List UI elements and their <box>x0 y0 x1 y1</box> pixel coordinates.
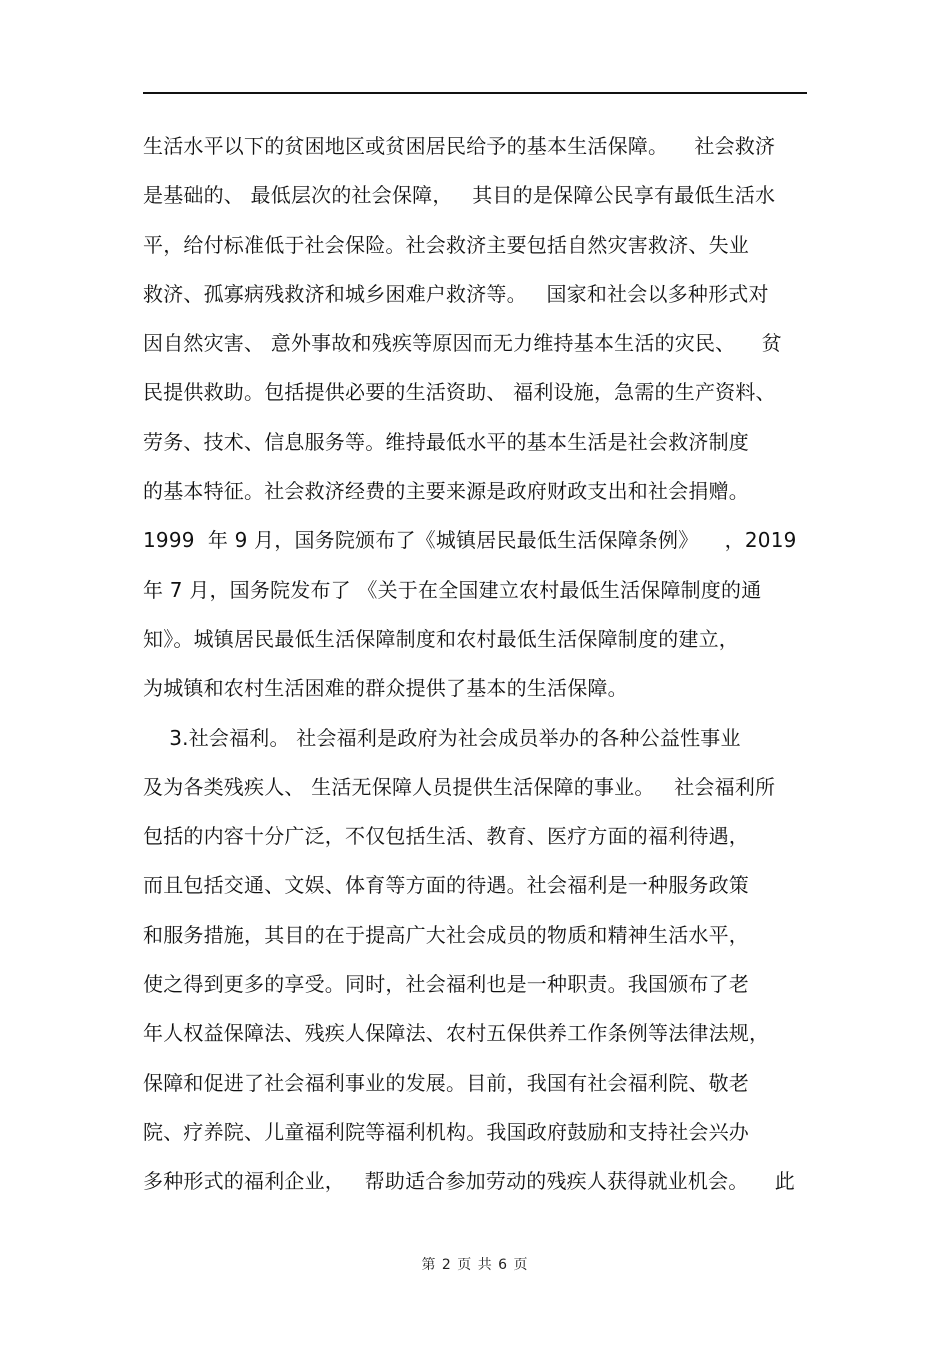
text-line: 知》。城镇居民最低生活保障制度和农村最低生活保障制度的建立， <box>143 626 739 651</box>
text-line: 1999 年 9 月，国务院颁布了《城镇居民最低生活保障条例》 ，2019 <box>143 528 797 553</box>
text-line: 包括的内容十分广泛，不仅包括生活、教育、医疗方面的福利待遇， <box>143 824 749 849</box>
text-line: 因自然灾害、 意外事故和残疾等原因而无力维持基本生活的灾民、 贫 <box>143 331 782 356</box>
text-line: 院、疗养院、儿童福利院等福利机构。我国政府鼓励和支持社会兴办 <box>143 1119 749 1144</box>
text-line: 使之得到更多的享受。同时，社会福利也是一种职责。我国颁布了老 <box>143 972 749 997</box>
text-line: 为城镇和农村生活困难的群众提供了基本的生活保障。 <box>143 676 628 701</box>
text-line: 多种形式的福利企业， 帮助适合参加劳动的残疾人获得就业机会。 此 <box>143 1169 795 1194</box>
text-line: 而且包括交通、文娱、体育等方面的待遇。社会福利是一种服务政策 <box>143 873 749 898</box>
document-body <box>143 122 823 1207</box>
page-footer: 第 2 页 共 6 页 <box>421 1257 529 1273</box>
text-line: 救济、孤寡病残救济和城乡困难户救济等。 国家和社会以多种形式对 <box>143 281 769 306</box>
text-line: 生活水平以下的贫困地区或贫困居民给予的基本生活保障。 社会救济 <box>143 134 776 158</box>
text-line: 年 7 月，国务院发布了 《关于在全国建立农村最低生活保障制度的通 <box>143 577 762 602</box>
text-line: 是基础的、 最低层次的社会保障， 其目的是保障公民享有最低生活水 <box>143 183 776 208</box>
text-line: 保障和促进了社会福利事业的发展。目前，我国有社会福利院、敬老 <box>143 1070 749 1095</box>
text-line: 及为各类残疾人、 生活无保障人员提供生活保障的事业。 社会福利所 <box>143 774 776 799</box>
text-line: 劳务、技术、信息服务等。维持最低水平的基本生活是社会救济制度 <box>143 429 749 454</box>
section-heading-line: 3.社会福利。 社会福利是政府为社会成员举办的各种公益性事业 <box>143 725 741 750</box>
text-line: 民提供救助。包括提供必要的生活资助、 福利设施，急需的生产资料、 <box>143 380 776 405</box>
text-line: 平，给付标准低于社会保险。社会救济主要包括自然灾害救济、失业 <box>143 232 749 257</box>
text-line: 和服务措施，其目的在于提高广大社会成员的物质和精神生活水平， <box>143 922 749 947</box>
text-line: 的基本特征。社会救济经费的主要来源是政府财政支出和社会捐赠。 <box>143 479 749 504</box>
text-line: 年人权益保障法、残疾人保障法、农村五保供养工作条例等法律法规， <box>143 1021 770 1046</box>
header-rule <box>143 92 807 94</box>
